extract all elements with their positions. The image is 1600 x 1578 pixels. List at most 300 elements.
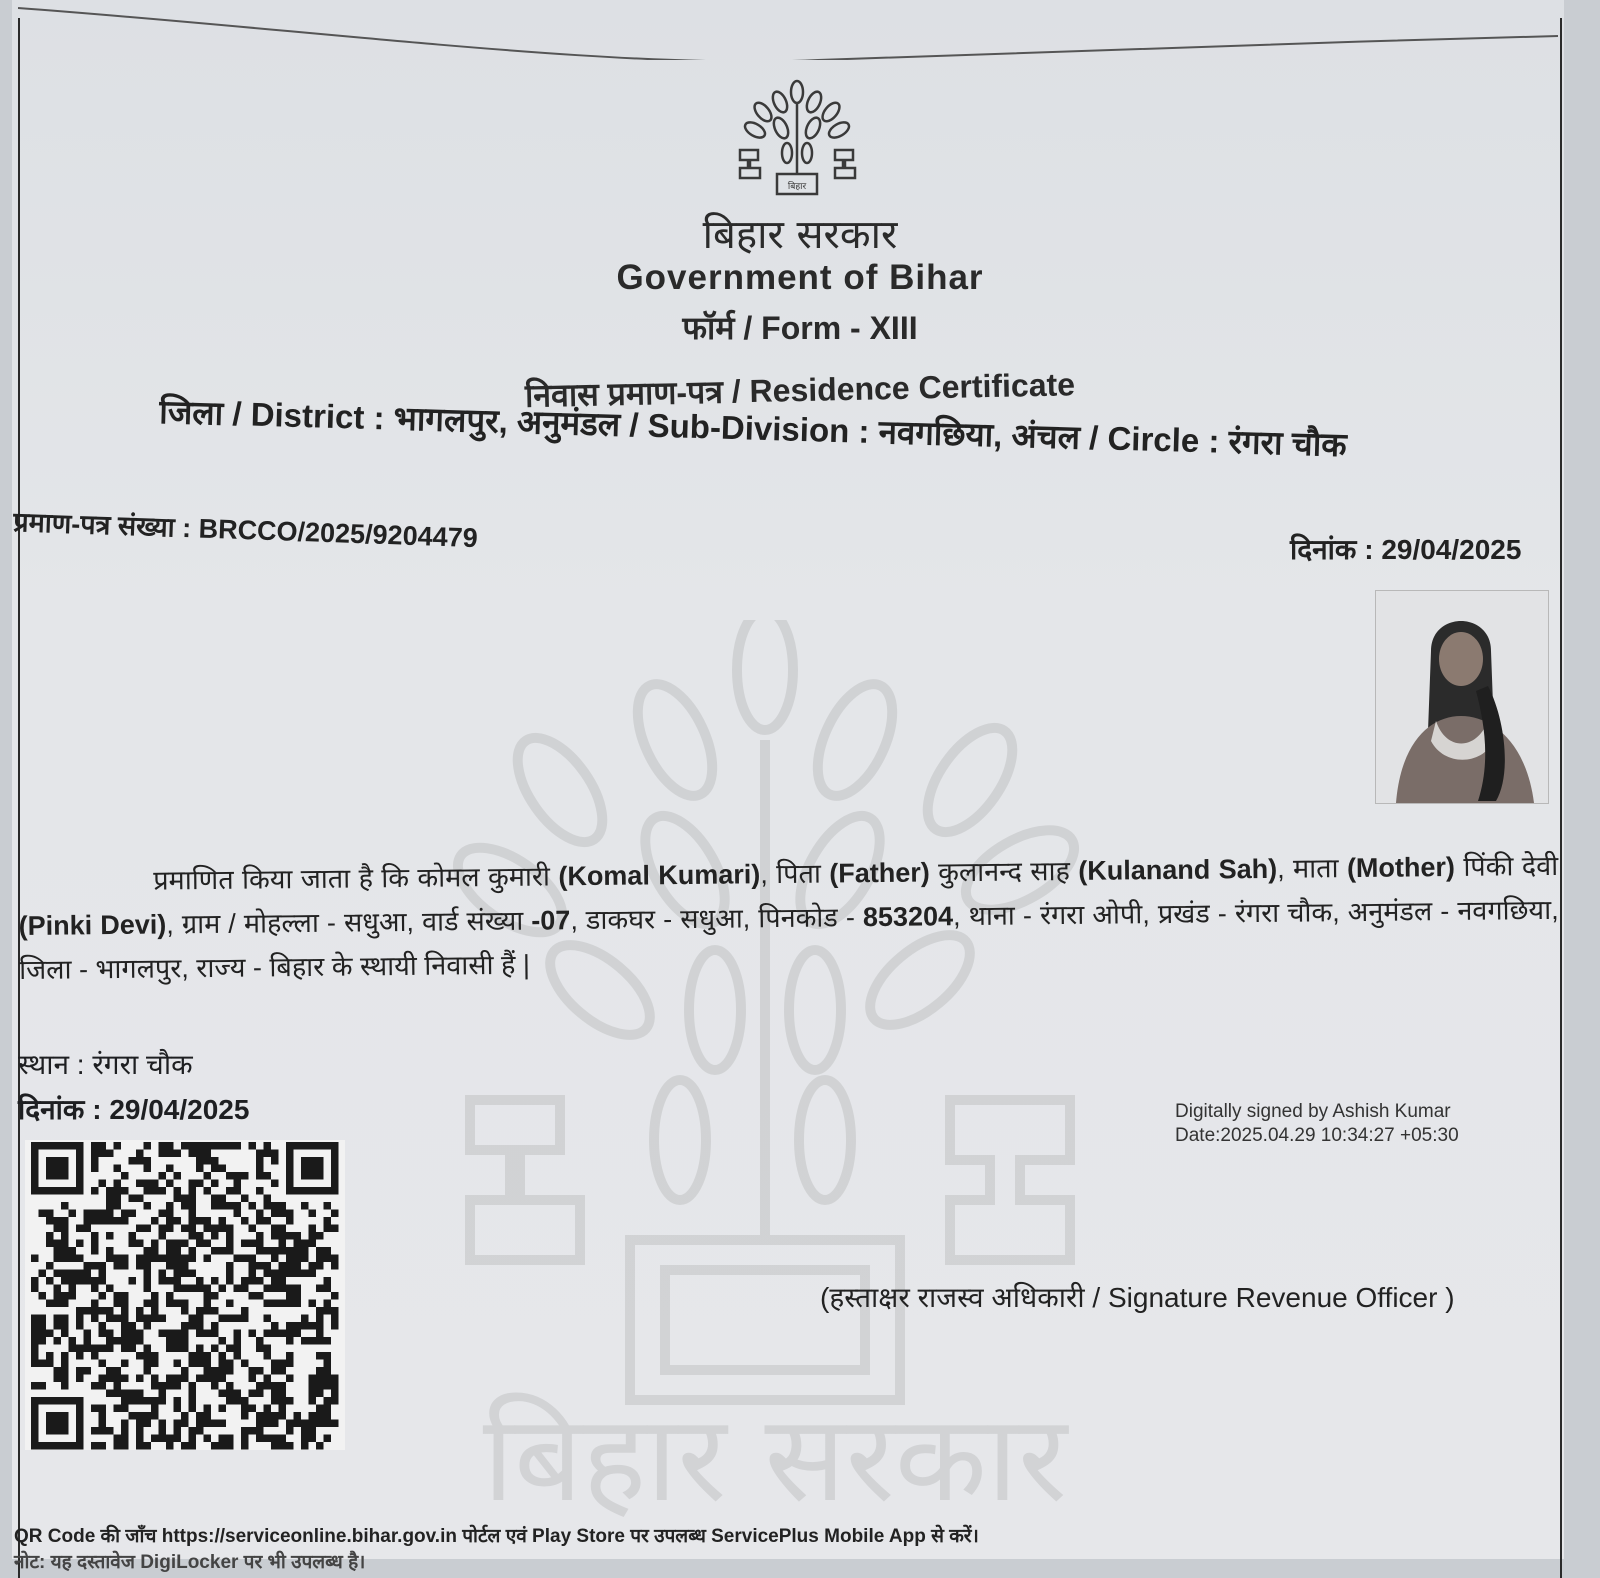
body-part2: , पिता: [760, 858, 830, 890]
qr-module: [241, 1172, 249, 1180]
qr-module: [181, 1285, 189, 1293]
qr-module: [331, 1322, 339, 1330]
qr-module: [324, 1285, 332, 1293]
qr-module: [331, 1315, 339, 1323]
qr-module: [181, 1412, 189, 1420]
qr-module: [99, 1270, 107, 1278]
qr-module: [61, 1330, 69, 1338]
qr-module: [196, 1240, 204, 1248]
qr-module: [31, 1322, 39, 1330]
qr-module: [256, 1382, 264, 1390]
qr-module: [181, 1195, 189, 1203]
qr-module: [39, 1292, 47, 1300]
qr-module: [84, 1337, 92, 1345]
qr-module: [174, 1397, 182, 1405]
qr-module: [106, 1202, 114, 1210]
qr-module: [114, 1442, 122, 1450]
qr-module: [286, 1322, 294, 1330]
qr-module: [204, 1292, 212, 1300]
qr-module: [204, 1412, 212, 1420]
qr-module: [331, 1420, 339, 1428]
qr-module: [46, 1240, 54, 1248]
qr-module: [331, 1390, 339, 1398]
qr-module: [301, 1435, 309, 1443]
qr-module: [264, 1300, 272, 1308]
qr-module: [159, 1427, 167, 1435]
qr-module: [106, 1150, 114, 1158]
qr-module: [91, 1405, 99, 1413]
qr-module: [256, 1345, 264, 1353]
qr-module: [91, 1150, 99, 1158]
body-ward: -07: [531, 905, 571, 936]
qr-module: [151, 1397, 159, 1405]
qr-module: [316, 1232, 324, 1240]
qr-module: [196, 1165, 204, 1173]
qr-module: [181, 1300, 189, 1308]
qr-module: [219, 1202, 227, 1210]
qr-module: [226, 1172, 234, 1180]
qr-module: [271, 1150, 279, 1158]
qr-module: [121, 1262, 129, 1270]
qr-module: [316, 1307, 324, 1315]
qr-module: [219, 1352, 227, 1360]
qr-module: [249, 1427, 257, 1435]
qr-module: [204, 1375, 212, 1383]
qr-module: [256, 1262, 264, 1270]
qr-module: [309, 1270, 317, 1278]
qr-module: [91, 1247, 99, 1255]
qr-module: [316, 1255, 324, 1263]
qr-module: [219, 1142, 227, 1150]
qr-module: [219, 1405, 227, 1413]
qr-module: [309, 1382, 317, 1390]
qr-module: [316, 1375, 324, 1383]
qr-module: [61, 1247, 69, 1255]
qr-module: [166, 1240, 174, 1248]
qr-module: [331, 1397, 339, 1405]
qr-module: [159, 1382, 167, 1390]
qr-module: [324, 1255, 332, 1263]
issue-date-label: दिनांक :: [18, 1094, 102, 1125]
qr-module: [54, 1225, 62, 1233]
qr-module: [324, 1382, 332, 1390]
qr-module: [174, 1360, 182, 1368]
qr-module: [61, 1225, 69, 1233]
qr-module: [249, 1390, 257, 1398]
qr-module: [121, 1420, 129, 1428]
qr-module: [249, 1367, 257, 1375]
qr-module: [76, 1352, 84, 1360]
body-mother-en: (Pinki Devi): [18, 909, 167, 941]
qr-module: [271, 1367, 279, 1375]
qr-module: [189, 1435, 197, 1443]
qr-module: [241, 1360, 249, 1368]
qr-module: [159, 1232, 167, 1240]
qr-module: [316, 1412, 324, 1420]
qr-module: [234, 1330, 242, 1338]
qr-module: [174, 1345, 182, 1353]
qr-module: [46, 1330, 54, 1338]
qr-module: [91, 1427, 99, 1435]
qr-module: [31, 1255, 39, 1263]
qr-module: [159, 1390, 167, 1398]
qr-module: [286, 1360, 294, 1368]
watermark-text: बिहार सरकार: [482, 1390, 1068, 1520]
qr-module: [204, 1307, 212, 1315]
qr-module: [234, 1397, 242, 1405]
qr-module: [189, 1397, 197, 1405]
qr-module: [264, 1172, 272, 1180]
place-label: स्थान :: [18, 1049, 85, 1080]
qr-module: [121, 1255, 129, 1263]
qr-module: [54, 1247, 62, 1255]
qr-module: [31, 1337, 39, 1345]
qr-module: [324, 1247, 332, 1255]
qr-module: [174, 1405, 182, 1413]
applicant-photo: [1375, 590, 1549, 804]
qr-module: [324, 1367, 332, 1375]
qr-module: [309, 1300, 317, 1308]
qr-module: [294, 1412, 302, 1420]
qr-module: [256, 1150, 264, 1158]
qr-module: [99, 1180, 107, 1188]
qr-module: [241, 1397, 249, 1405]
qr-module: [174, 1270, 182, 1278]
qr-module: [234, 1285, 242, 1293]
qr-module: [76, 1307, 84, 1315]
qr-module: [219, 1247, 227, 1255]
qr-module: [99, 1322, 107, 1330]
district-value: भागलपुर,: [393, 399, 509, 440]
qr-module: [144, 1412, 152, 1420]
qr-module: [324, 1375, 332, 1383]
qr-module: [189, 1142, 197, 1150]
qr-module: [151, 1315, 159, 1323]
qr-module: [196, 1360, 204, 1368]
qr-module: [249, 1292, 257, 1300]
qr-module: [279, 1412, 287, 1420]
qr-module: [54, 1285, 62, 1293]
qr-module: [189, 1315, 197, 1323]
qr-module: [219, 1390, 227, 1398]
qr-module: [76, 1277, 84, 1285]
qr-module: [91, 1277, 99, 1285]
qr-module: [121, 1217, 129, 1225]
qr-module: [174, 1435, 182, 1443]
qr-module: [324, 1337, 332, 1345]
qr-module: [61, 1232, 69, 1240]
qr-module: [46, 1352, 54, 1360]
qr-module: [196, 1277, 204, 1285]
qr-module: [174, 1300, 182, 1308]
qr-module: [204, 1367, 212, 1375]
qr-module: [136, 1390, 144, 1398]
qr-module: [174, 1277, 182, 1285]
qr-module: [271, 1382, 279, 1390]
qr-module: [91, 1382, 99, 1390]
qr-module: [61, 1292, 69, 1300]
qr-module: [271, 1322, 279, 1330]
qr-module: [301, 1337, 309, 1345]
qr-code[interactable]: [25, 1140, 345, 1450]
qr-module: [129, 1277, 137, 1285]
qr-module: [204, 1172, 212, 1180]
qr-module: [144, 1255, 152, 1263]
qr-module: [61, 1352, 69, 1360]
qr-module: [181, 1142, 189, 1150]
qr-finder-pattern: [31, 1397, 84, 1450]
qr-module: [271, 1442, 279, 1450]
qr-module: [226, 1367, 234, 1375]
qr-module: [151, 1300, 159, 1308]
qr-module: [54, 1240, 62, 1248]
qr-module: [211, 1195, 219, 1203]
qr-module: [271, 1225, 279, 1233]
qr-module: [91, 1352, 99, 1360]
qr-module: [301, 1442, 309, 1450]
qr-module: [271, 1232, 279, 1240]
qr-module: [324, 1435, 332, 1443]
qr-module: [144, 1277, 152, 1285]
qr-module: [286, 1427, 294, 1435]
qr-module: [234, 1187, 242, 1195]
qr-module: [144, 1442, 152, 1450]
qr-module: [189, 1285, 197, 1293]
qr-module: [286, 1255, 294, 1263]
qr-module: [324, 1405, 332, 1413]
qr-module: [249, 1375, 257, 1383]
qr-module: [189, 1270, 197, 1278]
qr-module: [196, 1142, 204, 1150]
qr-module: [91, 1345, 99, 1353]
qr-module: [211, 1157, 219, 1165]
qr-module: [324, 1360, 332, 1368]
qr-module: [241, 1405, 249, 1413]
qr-module: [196, 1330, 204, 1338]
qr-module: [76, 1225, 84, 1233]
qr-module: [249, 1405, 257, 1413]
qr-module: [151, 1360, 159, 1368]
qr-module: [54, 1300, 62, 1308]
qr-module: [316, 1442, 324, 1450]
qr-module: [144, 1397, 152, 1405]
qr-module: [144, 1300, 152, 1308]
qr-module: [211, 1367, 219, 1375]
body-part7: , डाकघर - सधुआ, पिनकोड -: [570, 902, 864, 936]
qr-module: [241, 1307, 249, 1315]
qr-module: [69, 1285, 77, 1293]
qr-module: [226, 1382, 234, 1390]
qr-module: [76, 1375, 84, 1383]
qr-module: [226, 1315, 234, 1323]
qr-module: [219, 1195, 227, 1203]
qr-module: [204, 1217, 212, 1225]
place: [18, 1045, 193, 1083]
qr-module: [121, 1307, 129, 1315]
qr-module: [61, 1270, 69, 1278]
qr-module: [144, 1360, 152, 1368]
qr-module: [309, 1390, 317, 1398]
qr-module: [256, 1412, 264, 1420]
qr-module: [264, 1435, 272, 1443]
qr-module: [211, 1345, 219, 1353]
qr-module: [151, 1307, 159, 1315]
qr-module: [271, 1210, 279, 1218]
qr-module: [99, 1210, 107, 1218]
qr-module: [166, 1255, 174, 1263]
qr-module: [271, 1202, 279, 1210]
qr-module: [114, 1382, 122, 1390]
qr-module: [264, 1315, 272, 1323]
qr-module: [84, 1270, 92, 1278]
qr-module: [166, 1337, 174, 1345]
qr-module: [264, 1345, 272, 1353]
qr-module: [106, 1375, 114, 1383]
qr-module: [91, 1165, 99, 1173]
qr-module: [76, 1367, 84, 1375]
qr-module: [204, 1142, 212, 1150]
qr-module: [301, 1420, 309, 1428]
qr-module: [294, 1255, 302, 1263]
qr-module: [106, 1285, 114, 1293]
qr-module: [159, 1187, 167, 1195]
qr-module: [316, 1322, 324, 1330]
qr-module: [196, 1412, 204, 1420]
qr-module: [144, 1142, 152, 1150]
signature-label: (हस्ताक्षर राजस्व अधिकारी / Signature Revenue Officer ): [820, 1282, 1455, 1313]
qr-module: [129, 1397, 137, 1405]
qr-module: [204, 1435, 212, 1443]
qr-module: [129, 1210, 137, 1218]
qr-module: [309, 1210, 317, 1218]
qr-module: [91, 1285, 99, 1293]
body-pincode: 853204: [862, 901, 954, 933]
qr-module: [61, 1322, 69, 1330]
qr-module: [324, 1412, 332, 1420]
qr-module: [121, 1397, 129, 1405]
qr-module: [159, 1150, 167, 1158]
qr-module: [39, 1382, 47, 1390]
qr-module: [84, 1217, 92, 1225]
qr-module: [279, 1397, 287, 1405]
qr-module: [31, 1277, 39, 1285]
qr-module: [256, 1232, 264, 1240]
qr-module: [309, 1240, 317, 1248]
qr-module: [114, 1165, 122, 1173]
qr-module: [99, 1307, 107, 1315]
qr-module: [151, 1187, 159, 1195]
qr-module: [54, 1270, 62, 1278]
qr-module: [324, 1217, 332, 1225]
qr-module: [189, 1390, 197, 1398]
qr-module: [309, 1427, 317, 1435]
qr-module: [256, 1277, 264, 1285]
qr-module: [61, 1315, 69, 1323]
qr-module: [286, 1442, 294, 1450]
qr-module: [46, 1217, 54, 1225]
qr-module: [129, 1157, 137, 1165]
qr-module: [219, 1165, 227, 1173]
qr-module: [114, 1292, 122, 1300]
qr-module: [114, 1315, 122, 1323]
qr-module: [136, 1352, 144, 1360]
qr-module: [144, 1165, 152, 1173]
body-father-en: (Kulanand Sah): [1078, 853, 1278, 886]
digilocker-note: नोट: यह दस्तावेज DigiLocker पर भी उपलब्ध है।: [14, 1552, 366, 1573]
qr-module: [219, 1375, 227, 1383]
qr-module: [316, 1315, 324, 1323]
qr-module: [256, 1247, 264, 1255]
qr-module: [189, 1180, 197, 1188]
qr-finder-pattern: [31, 1142, 84, 1195]
qr-module: [226, 1225, 234, 1233]
qr-module: [249, 1270, 257, 1278]
qr-module: [316, 1352, 324, 1360]
qr-module: [316, 1247, 324, 1255]
qr-module: [76, 1315, 84, 1323]
qr-module: [144, 1180, 152, 1188]
qr-module: [174, 1150, 182, 1158]
qr-module: [91, 1262, 99, 1270]
qr-module: [189, 1442, 197, 1450]
qr-module: [204, 1405, 212, 1413]
qr-module: [174, 1427, 182, 1435]
qr-module: [69, 1345, 77, 1353]
qr-module: [234, 1390, 242, 1398]
qr-module: [114, 1262, 122, 1270]
qr-module: [241, 1217, 249, 1225]
qr-module: [196, 1232, 204, 1240]
qr-module: [234, 1345, 242, 1353]
qr-module: [151, 1180, 159, 1188]
qr-module: [309, 1337, 317, 1345]
body-part3: कुलानन्द साह: [929, 855, 1079, 888]
qr-module: [256, 1390, 264, 1398]
qr-module: [249, 1330, 257, 1338]
qr-module: [31, 1330, 39, 1338]
qr-module: [211, 1420, 219, 1428]
qr-module: [136, 1337, 144, 1345]
qr-module: [39, 1360, 47, 1368]
qr-module: [226, 1187, 234, 1195]
qr-module: [174, 1330, 182, 1338]
qr-module: [129, 1232, 137, 1240]
qr-module: [174, 1420, 182, 1428]
digital-signature-line1: Digitally signed by Ashish Kumar: [1175, 1101, 1451, 1122]
qr-module: [189, 1225, 197, 1233]
qr-module: [129, 1412, 137, 1420]
body-father-label: (Father): [829, 857, 930, 889]
qr-module: [264, 1382, 272, 1390]
qr-module: [271, 1180, 279, 1188]
qr-module: [211, 1330, 219, 1338]
form-number: फॉर्म / Form - XIII: [682, 310, 918, 346]
qr-module: [144, 1315, 152, 1323]
certificate-date-label: दिनांक :: [1290, 534, 1374, 565]
issue-date-value: 29/04/2025: [109, 1094, 250, 1125]
qr-module: [69, 1247, 77, 1255]
qr-module: [114, 1217, 122, 1225]
qr-module: [286, 1247, 294, 1255]
qr-module: [279, 1225, 287, 1233]
qr-module: [76, 1345, 84, 1353]
qr-module: [204, 1187, 212, 1195]
qr-module: [136, 1375, 144, 1383]
qr-module: [99, 1277, 107, 1285]
qr-module: [174, 1255, 182, 1263]
qr-module: [181, 1255, 189, 1263]
qr-module: [91, 1232, 99, 1240]
